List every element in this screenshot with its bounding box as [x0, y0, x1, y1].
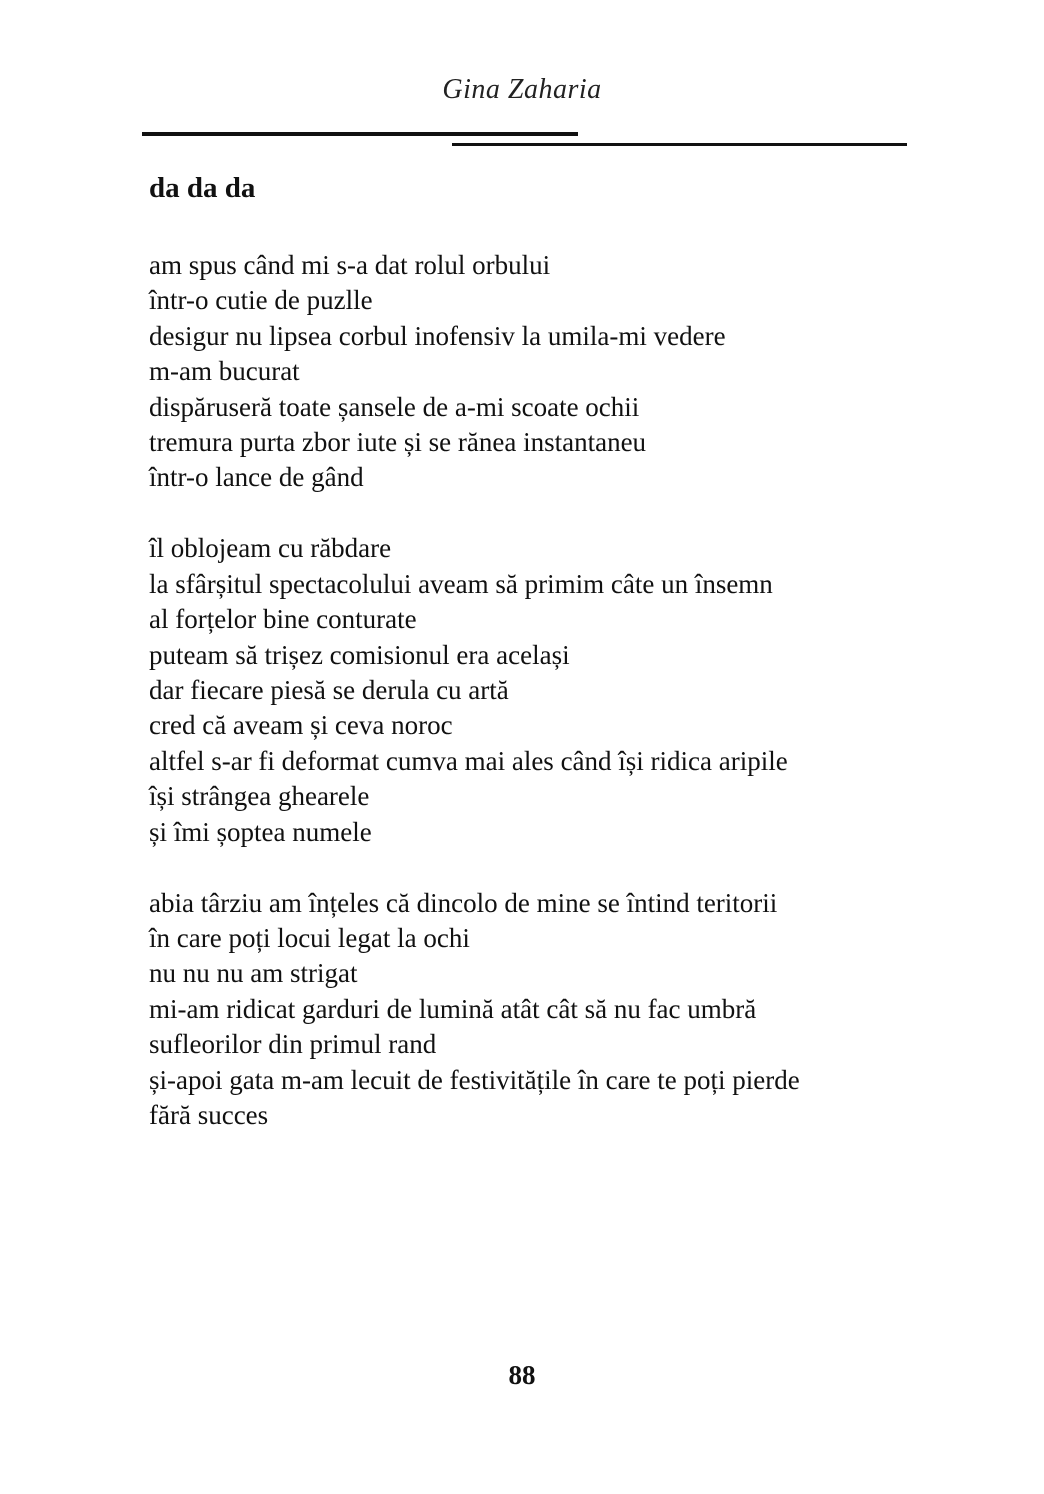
header-rule-right — [452, 143, 907, 146]
poem-title: da da da — [149, 172, 256, 204]
poem-body — [149, 248, 949, 1169]
poem-line: și-apoi gata m-am lecuit de festivitățile în care te poți pierde — [149, 1064, 800, 1095]
poem-line: m-am bucurat — [149, 356, 300, 387]
poem-line: își strângea ghearele — [149, 781, 370, 812]
poem-line: îl oblojeam cu răbdare — [149, 533, 392, 564]
poem-line: în care poți locui legat la ochi — [149, 922, 470, 953]
poem-line: abia târziu am înțeles că dincolo de mine se întind teritorii — [149, 887, 778, 918]
poem-line: mi-am ridicat garduri de lumină atât cât să nu fac umbră — [149, 993, 757, 1024]
poem-line: puteam să trișez comisionul era același — [149, 639, 570, 670]
poem-line: la sfârșitul spectacolului aveam să primim câte un însemn — [149, 568, 773, 599]
poem-line: cred că aveam și ceva noroc — [149, 710, 453, 741]
page-number: 88 — [508, 1360, 536, 1390]
poem-line: altfel s-ar fi deformat cumva mai ales când își ridica aripile — [149, 745, 788, 776]
poem-line: am spus când mi s-a dat rolul orbului — [149, 250, 551, 280]
poem-line: tremura purta zbor iute și se rănea instantaneu — [149, 427, 647, 458]
author-name: Gina Zaharia — [442, 74, 602, 105]
poem-line: într-o lance de gând — [149, 462, 364, 493]
poem-line: dar fiecare piesă se derula cu artă — [149, 674, 509, 705]
poem-line: al forțelor bine conturate — [149, 604, 417, 635]
poem-line: într-o cutie de puzlle — [149, 285, 373, 316]
stanza-3 — [149, 886, 949, 1134]
stanza-1 — [149, 248, 949, 496]
poem-line: desigur nu lipsea corbul inofensiv la umila-mi vedere — [149, 320, 726, 351]
stanza-2 — [149, 531, 949, 850]
poem-line: fără succes — [149, 1099, 269, 1130]
poem-line: nu nu nu am strigat — [149, 958, 358, 989]
poem-line: dispăruseră toate șansele de a-mi scoate ochii — [149, 391, 640, 422]
poem-line: sufleorilor din primul rand — [149, 1029, 437, 1060]
header-rule-left — [142, 132, 578, 136]
poem-line: și îmi șoptea numele — [149, 816, 372, 847]
